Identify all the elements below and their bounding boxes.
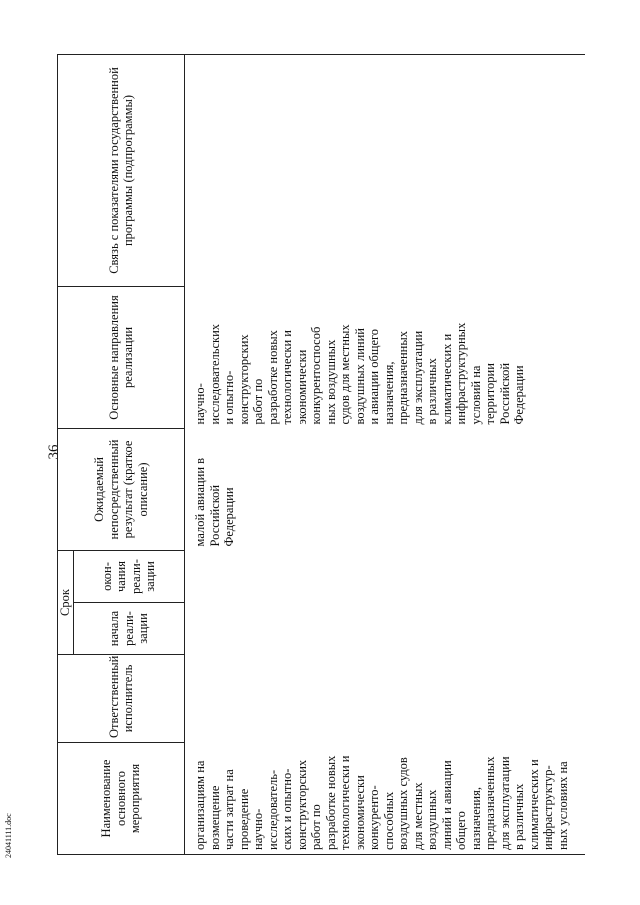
header-directions: Основные направления реализации xyxy=(58,286,185,428)
cell-directions: научно- исследовательских и опытно- конструкторских работ по разработке новых технологически и экономически конкурентоспособ ных воздушных судов для местных воздушных линий и авиации общего назначения, предназначенных для эксплуатации в различных климатических и инфраструктурных условий на территории Российской Федерации xyxy=(193,322,526,425)
cell-link xyxy=(185,54,585,286)
cell-expected-result: малой авиации в Российской Федерации xyxy=(193,457,236,547)
header-term: Срок xyxy=(58,550,74,654)
header-term-start: начала реали-зации xyxy=(73,603,185,655)
cell-term-end xyxy=(185,550,585,602)
cell-term-start xyxy=(185,603,585,655)
header-link: Связь с показателями государственной программы (подпрограммы) xyxy=(58,54,185,286)
header-expected-result: Ожидаемый непосредственный результат (краткое описание) xyxy=(58,428,185,550)
rotated-table-container xyxy=(57,55,597,855)
header-event-name: Наименование основного мероприятия xyxy=(58,743,185,855)
file-name-footer: 24041111.doc xyxy=(4,813,13,858)
page-number: 36 xyxy=(46,444,62,460)
header-term-end: окон-чания реали-зации xyxy=(73,550,185,602)
program-events-table xyxy=(57,54,585,855)
header-executor: Ответственный исполнитель xyxy=(58,655,185,743)
cell-executor xyxy=(185,655,585,743)
table-row xyxy=(185,54,585,854)
cell-event-name: организациям на возмещение части затрат на проведение научно- исследователь- ских и опытно- конструкторских работ по разработке новых технологически и экономически конкуренто- способных воздушных судов для местных воздушных линий и авиации общего назначения, предназначенных для эксплуатации в различных климатических и инфраструктур- ных условиях на xyxy=(185,743,585,855)
